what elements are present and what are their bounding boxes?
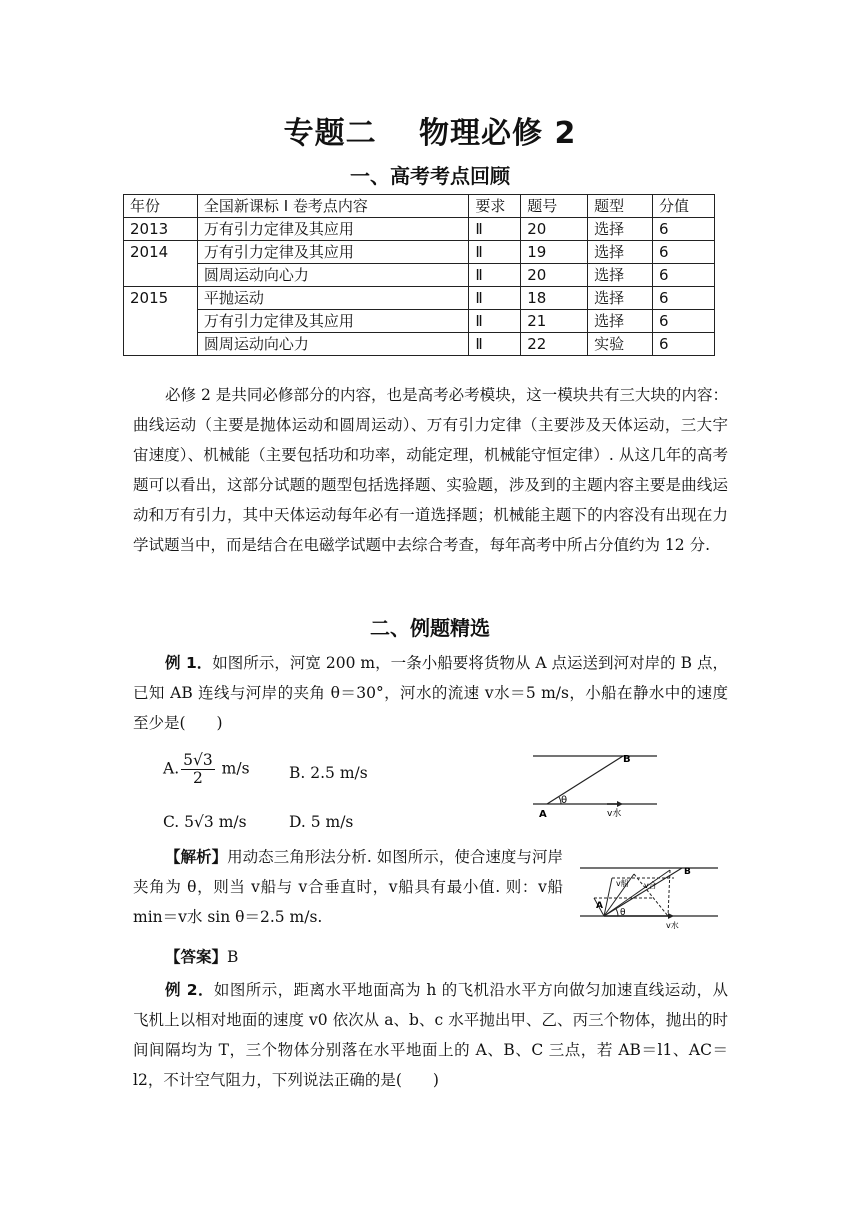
option-a-unit: m/s — [221, 759, 250, 778]
year-cell: 2013 — [124, 218, 198, 241]
table-header-row — [124, 195, 715, 218]
exam-points-table — [123, 194, 715, 356]
table-row — [124, 310, 715, 333]
number-cell: 20 — [521, 218, 588, 241]
intro-paragraph — [133, 380, 728, 560]
option-a — [163, 752, 250, 787]
table-header: 题型 — [588, 195, 653, 218]
table-header: 要求 — [469, 195, 521, 218]
fig1-label-b: B — [623, 754, 631, 765]
content-cell: 万有引力定律及其应用 — [197, 310, 468, 333]
fig1-label-vwater: v水 — [607, 809, 622, 819]
fig2-label-b: B — [684, 867, 691, 877]
option-d: D. 5 m/s — [289, 813, 354, 831]
option-a-denominator: 2 — [192, 769, 203, 788]
number-cell: 22 — [521, 333, 588, 356]
type-cell: 选择 — [588, 218, 653, 241]
score-cell: 6 — [653, 241, 715, 264]
fig1-label-a: A — [539, 809, 547, 820]
option-a-prefix: A. — [163, 759, 180, 778]
content-cell: 万有引力定律及其应用 — [197, 218, 468, 241]
fig1-label-theta: θ — [561, 795, 568, 806]
option-b: B. 2.5 m/s — [289, 764, 368, 782]
river-figure-2 — [574, 860, 722, 934]
table-row — [124, 241, 715, 264]
type-cell: 实验 — [588, 333, 653, 356]
answer-text: B — [227, 948, 239, 966]
score-cell: 6 — [653, 264, 715, 287]
example2-text: 如图所示，距离水平地面高为 h 的飞机沿水平方向做匀加速直线运动，从飞机上以相对地面的速度 v0 依次从 a、b、c 水平抛出甲、乙、丙三个物体，抛出的时间间隔均为 T，三个物体分别落在水平地面上的 A、B、C 三点，若 AB＝l1、AC＝l2，不计空气阻力，下列说法正确的是( ) — [133, 981, 728, 1089]
content-cell: 圆周运动向心力 — [197, 264, 468, 287]
number-cell: 19 — [521, 241, 588, 264]
analysis-text: 用动态三角形法分析. 如图所示，使合速度与河岸夹角为 θ，则当 v船与 v合垂直时，v船具有最小值. 则：v船min＝v水 sin θ＝2.5 m/s. — [133, 848, 563, 926]
year-cell: 2015 — [124, 287, 198, 356]
fig2-label-vboat: v船 — [616, 879, 629, 888]
type-cell: 选择 — [588, 241, 653, 264]
number-cell: 20 — [521, 264, 588, 287]
option-a-fraction — [181, 752, 215, 787]
example1-question — [133, 648, 728, 738]
number-cell: 21 — [521, 310, 588, 333]
analysis-label: 【解析】 — [165, 848, 228, 866]
fig2-label-a: A — [596, 901, 603, 911]
content-cell: 平抛运动 — [197, 287, 468, 310]
table-header: 全国新课标 I 卷考点内容 — [197, 195, 468, 218]
type-cell: 选择 — [588, 310, 653, 333]
table-row — [124, 218, 715, 241]
score-cell: 6 — [653, 218, 715, 241]
fig2-label-vcombined: v合 — [644, 881, 657, 890]
req-cell: Ⅱ — [469, 264, 521, 287]
req-cell: Ⅱ — [469, 333, 521, 356]
example1-text: 如图所示，河宽 200 m，一条小船要将货物从 A 点运送到河对岸的 B 点，已知 AB 连线与河岸的夹角 θ＝30°，河水的流速 v水＝5 m/s，小船在静水中的速度至少是( ) — [133, 654, 728, 732]
table-row — [124, 287, 715, 310]
type-cell: 选择 — [588, 287, 653, 310]
req-cell: Ⅱ — [469, 310, 521, 333]
option-c: C. 5√3 m/s — [163, 813, 247, 831]
year-cell: 2014 — [124, 241, 198, 287]
example2-label: 例 2． — [165, 981, 214, 999]
req-cell: Ⅱ — [469, 218, 521, 241]
fig2-label-vwater: v水 — [666, 921, 679, 930]
example1-answer — [133, 942, 728, 972]
example1-label: 例 1． — [165, 654, 213, 672]
section-heading-review: 一、高考考点回顾 — [350, 164, 510, 188]
answer-label: 【答案】 — [165, 948, 228, 966]
req-cell: Ⅱ — [469, 241, 521, 264]
page-title: 专题二 物理必修 2 — [283, 116, 577, 151]
section-heading-examples: 二、例题精选 — [370, 616, 490, 640]
example2-question — [133, 975, 728, 1095]
intro-text: 必修 2 是共同必修部分的内容，也是高考必考模块，这一模块共有三大块的内容：曲线运动（主要是抛体运动和圆周运动）、万有引力定律（主要涉及天体运动，三大宇宙速度）、机械能（主要包括功和功率，动能定理，机械能守恒定律）. 从这几年的高考题可以看出，这部分试题的题型包括选择题、实验题，涉及到的主题内容主要是曲线运动和万有引力，其中天体运动每年必有一道选择题；机械能主题下的内容没有出现在力学试题当中，而是结合在电磁学试题中去综合考查，每年高考中所占分值约为 12 分. — [133, 386, 728, 554]
table-header: 题号 — [521, 195, 588, 218]
req-cell: Ⅱ — [469, 287, 521, 310]
fig2-label-theta: θ — [620, 908, 626, 918]
example1-analysis — [133, 842, 563, 932]
score-cell: 6 — [653, 287, 715, 310]
table-header: 年份 — [124, 195, 198, 218]
table-header: 分值 — [653, 195, 715, 218]
option-a-numerator: 5√3 — [183, 751, 213, 769]
type-cell: 选择 — [588, 264, 653, 287]
number-cell: 18 — [521, 287, 588, 310]
score-cell: 6 — [653, 310, 715, 333]
river-figure-1 — [525, 748, 660, 820]
content-cell: 万有引力定律及其应用 — [197, 241, 468, 264]
score-cell: 6 — [653, 333, 715, 356]
table-row — [124, 333, 715, 356]
table-row — [124, 264, 715, 287]
content-cell: 圆周运动向心力 — [197, 333, 468, 356]
